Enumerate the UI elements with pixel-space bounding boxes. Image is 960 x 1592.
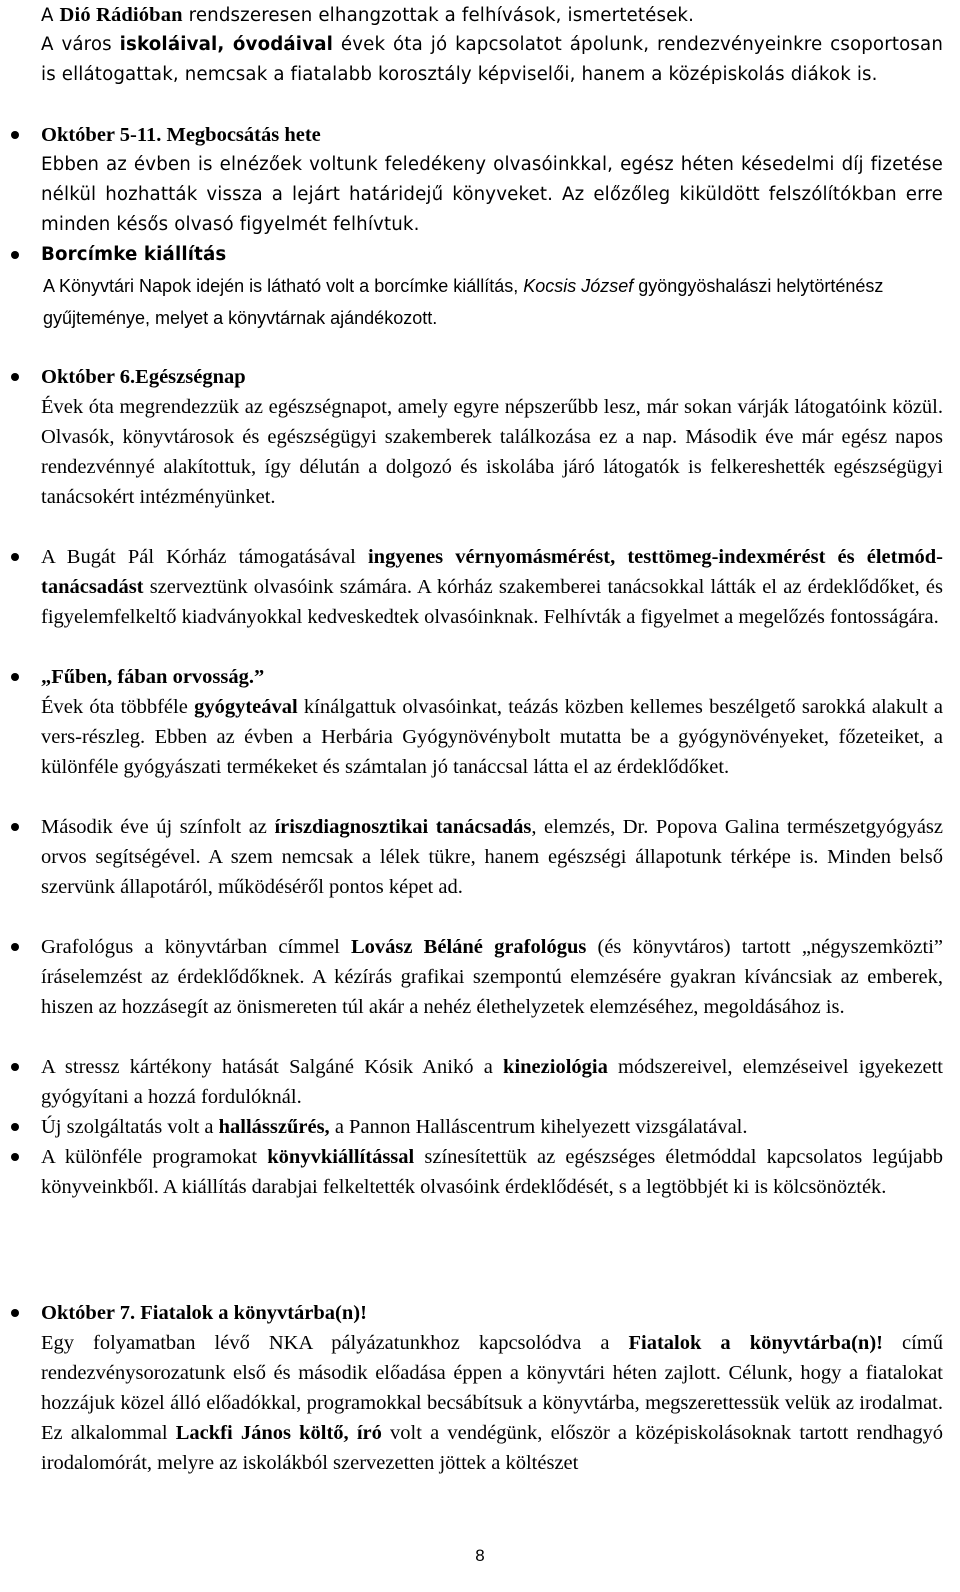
list-item-book-exhibition: [41, 1142, 943, 1202]
bullet-icon: [11, 1153, 19, 1161]
bullet-icon: [11, 943, 19, 951]
bullet-icon: [11, 1063, 19, 1071]
item-title: Október 5-11. Megbocsátás hete: [41, 124, 321, 146]
page-number: 8: [475, 1546, 485, 1565]
bullet-icon: [11, 1123, 19, 1131]
item-body: Grafológus a könyvtárban címmel Lovász Béláné grafológus (és könyvtáros) tartott „négyszemközti” íráselemzést az érdeklődőknek. A kézírás grafikai szempontú elemzésére gyakran kíváncsiak az emberek, hiszen az hozzásegít az önismereten túl akár a nehéz élethelyzetek elemzéséhez, megoldásához is.: [41, 936, 943, 1018]
item-body: A Bugát Pál Kórház támogatásával ingyenes vérnyomásmérést, testtömeg-indexmérést és életmód-tanácsadást szerveztünk olvasóink számára. A kórház szakemberei tanácsokkal látták el az érdeklődőket, és figyelemfelkeltő kiadványokkal kedveskedtek olvasóinknak. Felhívták a figyelmet a megelőzés fontosságára.: [41, 546, 943, 628]
item-title: Október 6.Egészségnap: [41, 366, 246, 388]
item-body: A Könyvtári Napok idején is látható volt a borcímke kiállítás, Kocsis József gyöngyöshalászi helytörténész gyűjteménye, melyet a könyvtárnak ajándékozott.: [43, 276, 884, 328]
bullet-icon: [11, 251, 19, 259]
list-item-graphology: [41, 932, 943, 1022]
bullet-icon: [11, 553, 19, 561]
list-item-youth-in-library: [41, 1298, 943, 1478]
bullet-icon: [11, 673, 19, 681]
item-body: Ebben az évben is elnézőek voltunk feledékeny olvasóinkkal, egész héten késedelmi díj fizetése nélkül hozhatták vissza a lejárt határidejű könyveket. Az előzőleg kiküldött felszólítókban erre minden késős olvasó figyelmét felhívtuk.: [41, 154, 943, 235]
list-item-forgiveness-week: [41, 120, 943, 240]
item-title: Október 7. Fiatalok a könyvtárba(n)!: [41, 1302, 367, 1324]
item-body: Évek óta többféle gyógyteával kínálgattuk olvasóinkat, teázás közben kellemes beszélgető sarokká alakult a vers-részleg. Ebben az évben a Herbária Gyógynövénybolt mutatta be a gyógynövényeket, főzeteiket, a különféle gyógyászati termékeket és számtalan jó tanáccsal látta el az érdeklődőket.: [41, 696, 943, 778]
bullet-icon: [11, 1309, 19, 1317]
list-item-health-day: [41, 362, 943, 512]
item-body: Új szolgáltatás volt a hallásszűrés, a Pannon Halláscentrum kihelyezett vizsgálatával.: [41, 1116, 748, 1138]
item-title: Borcímke kiállítás: [41, 244, 227, 265]
list-item-hospital-screening: [41, 542, 943, 632]
item-title: „Fűben, fában orvosság.”: [41, 666, 265, 688]
bullet-icon: [11, 131, 19, 139]
list-item-herbal-tea: [41, 662, 943, 782]
bullet-icon: [11, 823, 19, 831]
item-body: Második éve új színfolt az íriszdiagnosztikai tanácsadás, elemzés, Dr. Popova Galina természetgyógyász orvos segítségével. A szem nemcsak a lélek tükre, hanem egészségi állapotunk térképe is. Minden belső szervünk állapotáról, működéséről pontos képet ad.: [41, 816, 943, 898]
intro-radio-line: A Dió Rádióban rendszeresen elhangzottak a felhívások, ismertetések.: [41, 4, 695, 26]
list-item-wine-label-exhibition: [41, 240, 943, 334]
item-body: A stressz kártékony hatását Salgáné Kósik Anikó a kineziológia módszereivel, elemzéseivel igyekezett gyógyítani a hozzá fordulóknál.: [41, 1056, 943, 1108]
item-body: Évek óta megrendezzük az egészségnapot, amely egyre népszerűbb lesz, már sokan várják látogatóink közül. Olvasók, könyvtárosok és egészségügyi szakemberek találkozása ez a nap. Második éve már egész napos rendezvénnyé alakítottuk, így délután a dolgozó és iskolába járó látogatók is felkereshették egészségügyi tanácsokért intézményünket.: [41, 396, 943, 508]
bullet-icon: [11, 373, 19, 381]
list-item-iris-diagnostics: [41, 812, 943, 902]
item-body: A különféle programokat könyvkiállítással színesítettük az egészséges életmóddal kapcsolatos legújabb könyveinkből. A kiállítás darabjai felkeltették olvasóink érdeklődését, s a legtöbbjét ki is kölcsönözték.: [41, 1146, 943, 1198]
intro-schools-paragraph: A város iskoláival, óvodáival évek óta jó kapcsolatot ápolunk, rendezvényeinkre csoportosan is ellátogattak, nemcsak a fiatalabb korosztály képviselői, hanem a középiskolás diákok is.: [41, 34, 943, 85]
item-body: Egy folyamatban lévő NKA pályázatunkhoz kapcsolódva a Fiatalok a könyvtárba(n)! című rendezvénysorozatunk első és második előadása éppen a könyvtári héten zajlott. Célunk, hogy a fiatalokat hozzájuk közel álló előadókkal, programokkal becsábítsuk a könyvtárba, megszerettessük velük az irodalmat. Ez alkalommal Lackfi János költő, író volt a vendégünk, először a középiskolásoknak tartott rendhagyó irodalomórát, melyre az iskolákból szervezetten jöttek a költészet: [41, 1332, 943, 1474]
list-item-hearing-screening: [41, 1112, 943, 1142]
list-item-kinesiology: [41, 1052, 943, 1112]
